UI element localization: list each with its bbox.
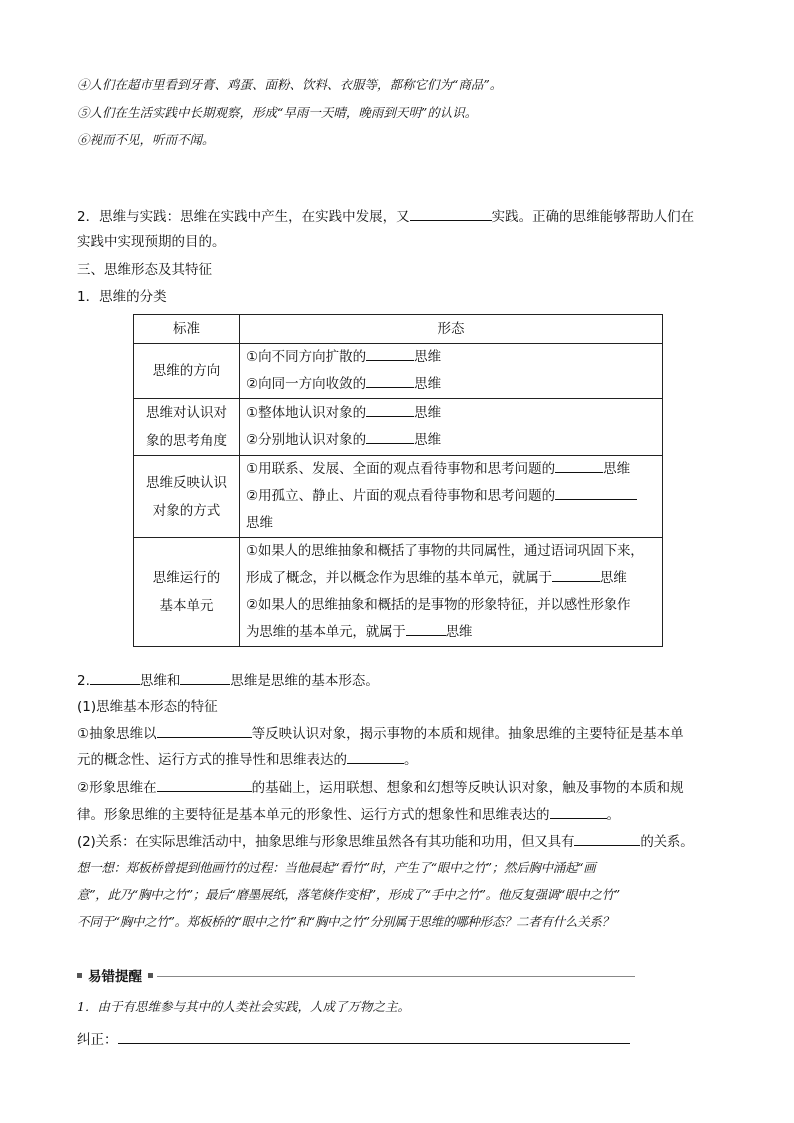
table-row [134,456,663,538]
thinking-classification-table [133,314,663,647]
square-bullet-icon [77,973,82,978]
mistake-title: 易错提醒 [88,969,142,985]
square-bullet-icon [148,973,153,978]
mistake-item-1: 1．由于有思维参与其中的人类社会实践，人成了万物之主。 [77,999,410,1014]
row-forms: ①如果人的思维抽象和概括了事物的共同属性，通过语词巩固下来， 形成了概念，并以概念作为思维的基本单元，就属于 思维 ②如果人的思维抽象和概括的是事物的形象特征，并以感性形象作 为思维的基本单元，就属于 思维 [240,538,663,647]
row-forms: ①向不同方向扩散的 思维 ②向同一方向收敛的 思维 [240,344,663,399]
blank-cell[interactable] [406,621,446,636]
row-forms: ①整体地认识对象的 思维 ②分别地认识对象的 思维 [240,399,663,456]
section-3-sub-1: 1．思维的分类 [77,289,167,305]
row-standard: 思维反映认识 对象的方式 [134,456,240,538]
image-line-1: ②形象思维在 的基础上，运用联想、想象和幻想等反映认识对象，触及事物的本质和规 [77,777,684,798]
blank-cell[interactable] [555,485,637,500]
practice-line-1: 2．思维与实践：思维在实践中产生，在实践中发展，又 实践。正确的思维能够帮助人们在 [77,206,694,227]
table-row [134,344,663,399]
abstract-line-1: ①抽象思维以 等反映认识对象，揭示事物的本质和规律。抽象思维的主要特征是基本单 [77,723,684,744]
relation-line: (2)关系：在实际思维活动中，抽象思维与形象思维虽然各有其功能和功用，但又具有 的关系。 [77,831,694,852]
divider [157,976,635,977]
blank-abstract-2[interactable] [347,749,404,764]
blank-abstract-1[interactable] [157,723,252,738]
header-standard: 标准 [134,315,240,344]
think-line-3: 不同于“胸中之竹”。郑板桥的“眼中之竹”和“胸中之竹”分别属于思维的哪种形态？二者有什么关系？ [77,914,614,929]
features-title: (1)思维基本形态的特征 [77,699,218,715]
row-forms: ①用联系、发展、全面的观点看待事物和思考问题的 思维 ②用孤立、静止、片面的观点看待事物和思考问题的 思维 [240,456,663,538]
blank-basic-2[interactable] [180,670,230,685]
row-standard: 思维运行的 基本单元 [134,538,240,647]
blank-cell[interactable] [555,458,603,473]
blank-basic-1[interactable] [90,670,140,685]
image-line-2: 律。形象思维的主要特征是基本单元的形象性、运行方式的想象性和思维表达的 。 [77,804,620,825]
practice-line-2: 实践中实现预期的目的。 [77,234,226,250]
think-line-1: 想一想：郑板桥曾提到他画竹的过程：当他晨起“看竹”时，产生了“眼中之竹”；然后胸中涌起“画 [77,860,596,875]
example-5: ⑤人们在生活实践中长期观察，形成“早雨一天晴，晚雨到天明”的认识。 [77,105,478,120]
row-standard: 思维对认识对 象的思考角度 [134,399,240,456]
blank-cell[interactable] [366,373,414,388]
blank-image-2[interactable] [550,804,607,819]
blank-practice[interactable] [410,206,492,221]
row-standard: 思维的方向 [134,344,240,399]
blank-cell[interactable] [366,429,414,444]
blank-cell[interactable] [366,402,414,417]
blank-image-1[interactable] [157,777,252,792]
blank-relation[interactable] [574,831,640,846]
table-row [134,538,663,647]
abstract-line-2: 元的概念性、运行方式的推导性和思维表达的 。 [77,749,418,770]
blank-cell[interactable] [552,567,600,582]
correction-label: 纠正： [77,1032,118,1048]
blank-cell[interactable] [366,346,414,361]
think-line-2: 意”，此乃“胸中之竹”；最后“磨墨展纸，落笔倏作变相”，形成了“手中之竹”。他反复强调“眼中之竹” [77,887,620,902]
correction-line [77,1029,630,1050]
section-3-title: 三、思维形态及其特征 [77,262,212,278]
example-4: ④人们在超市里看到牙膏、鸡蛋、面粉、饮料、衣服等，都称它们为“商品”。 [77,77,503,92]
table-header-row [134,315,663,344]
table-row [134,399,663,456]
correction-input[interactable] [118,1029,630,1044]
mistake-header [77,965,637,989]
example-6: ⑥视而不见，听而不闻。 [77,132,215,147]
basic-forms-line: 2. 思维和 思维是思维的基本形态。 [77,670,379,691]
header-form: 形态 [240,315,663,344]
